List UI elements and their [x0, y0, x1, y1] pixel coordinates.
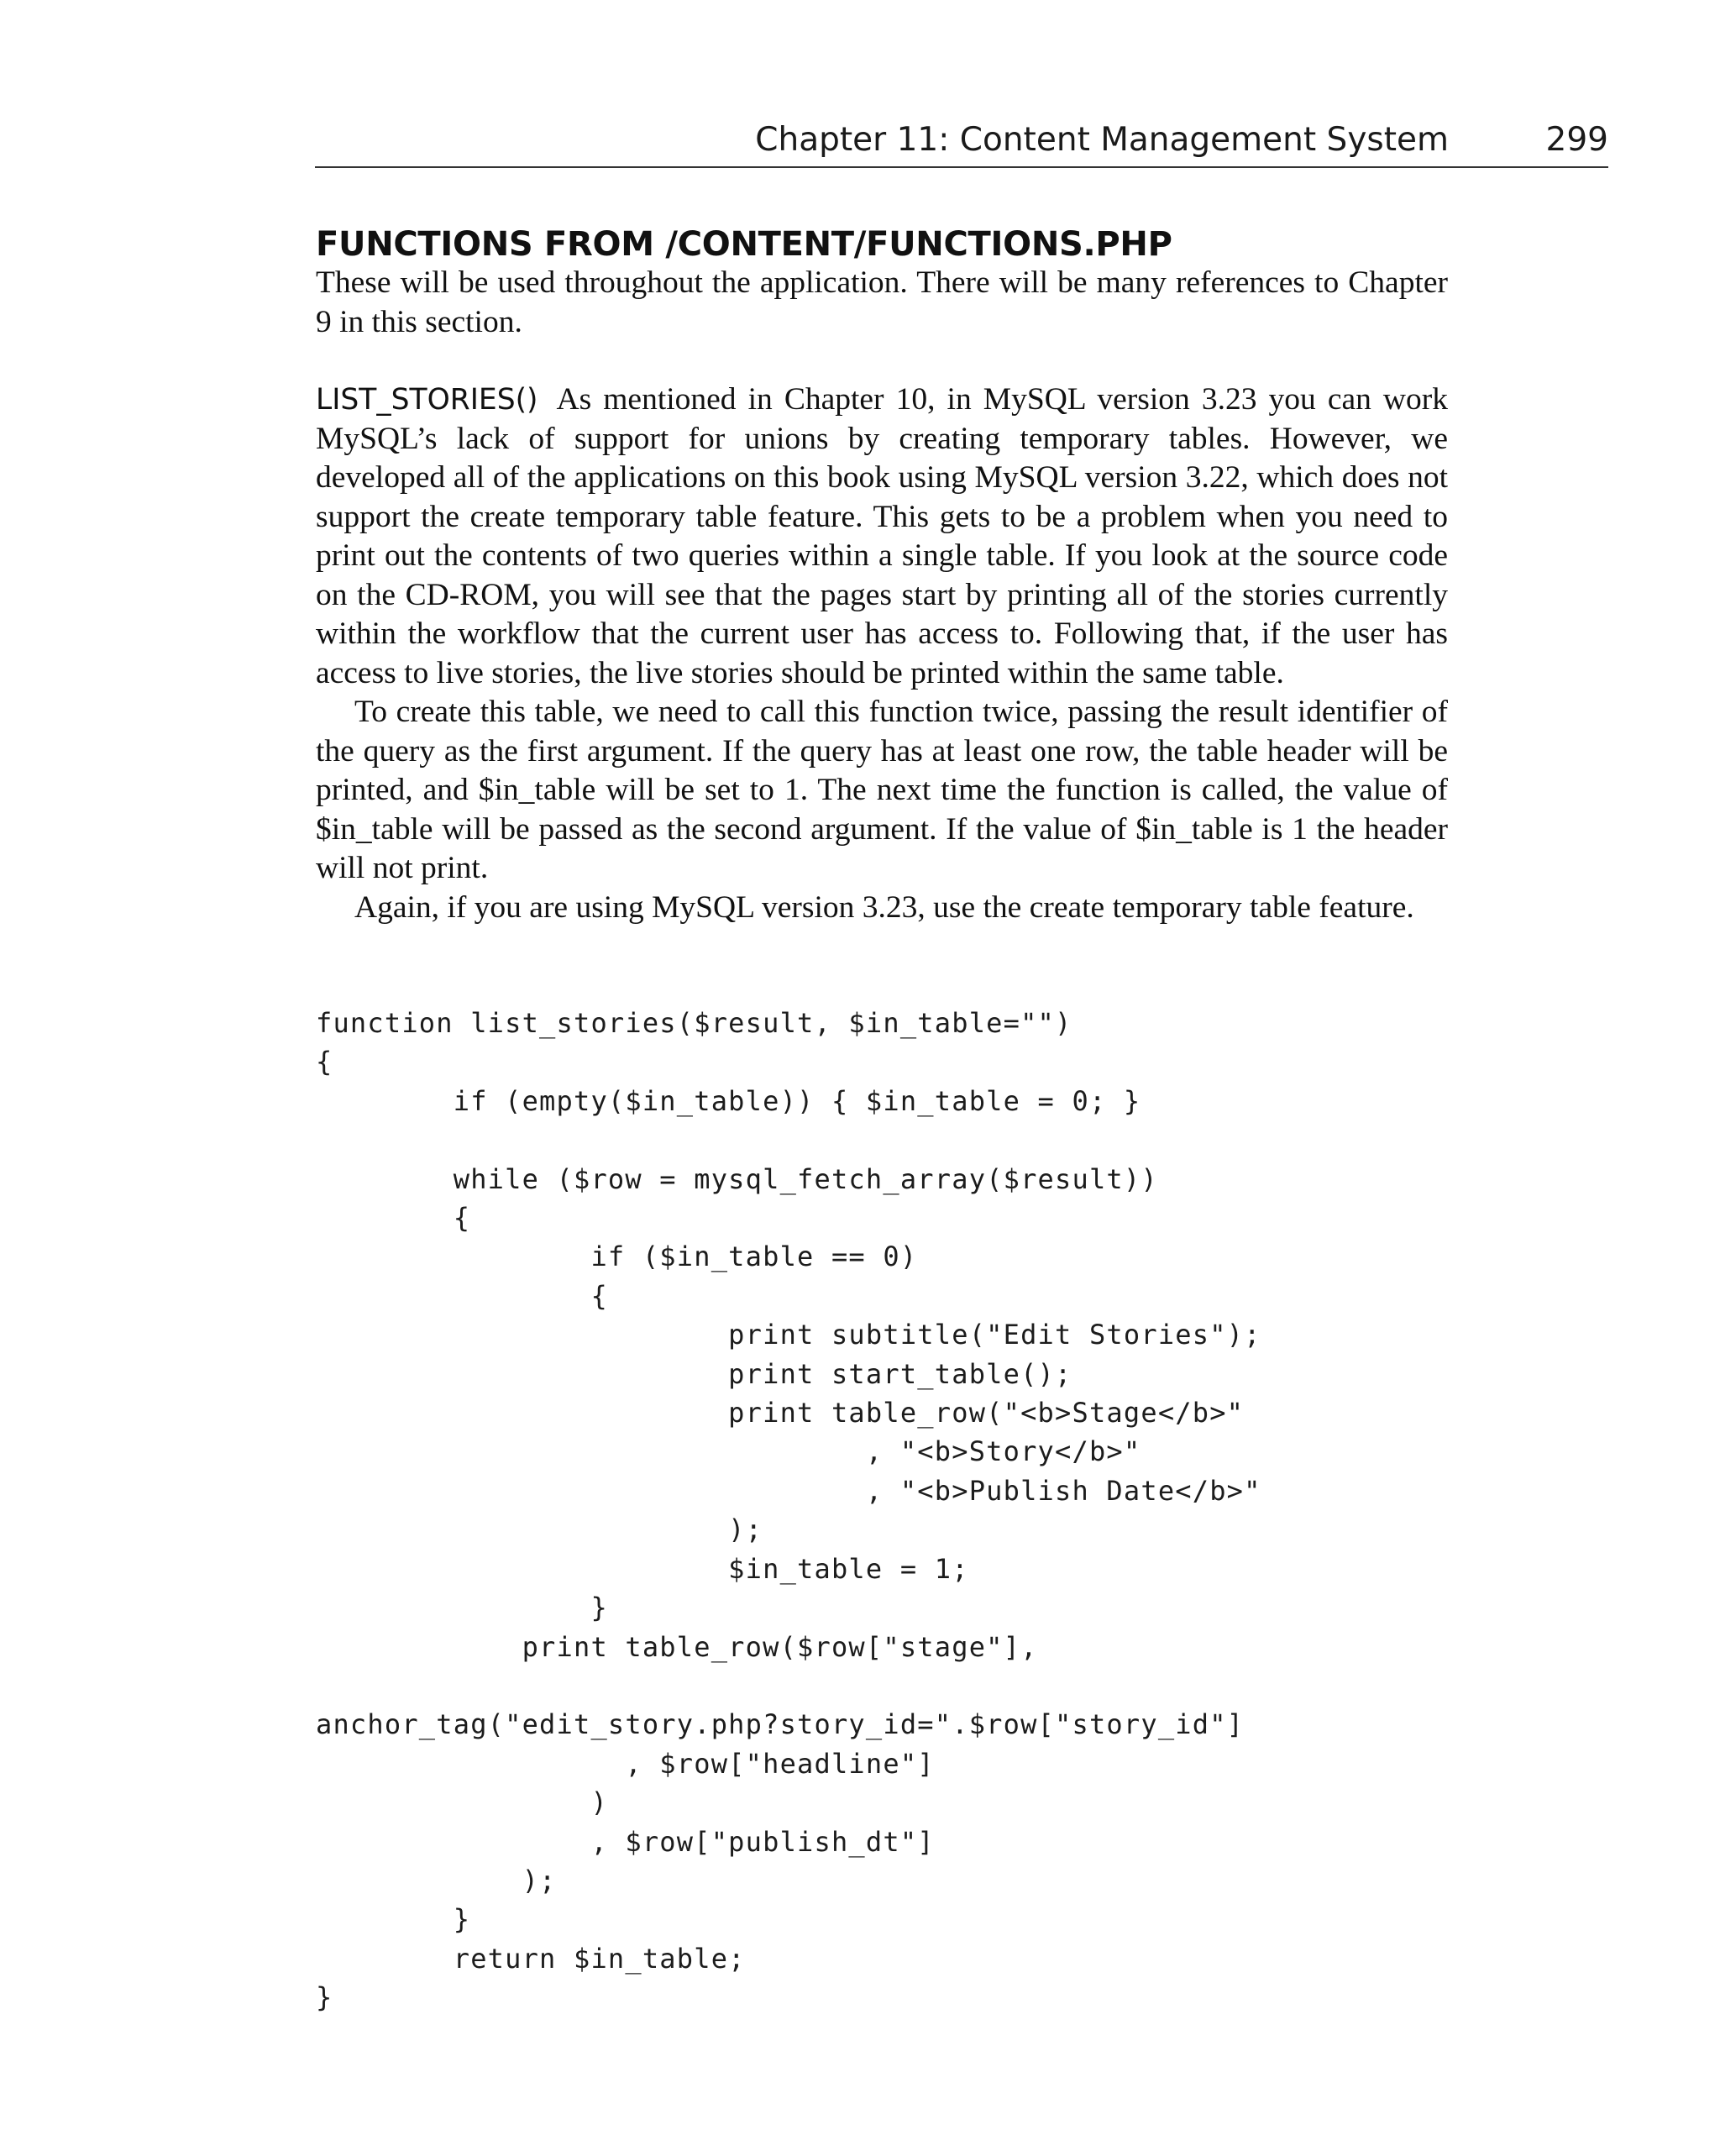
- chapter-title: Chapter 11: Content Management System: [755, 121, 1449, 159]
- mysql-note-paragraph: Again, if you are using MySQL version 3.23, use the create temporary table feature.: [354, 889, 1414, 925]
- code-listing: function list_stories($result, $in_table="") { if (empty($in_table)) { $in_table = 0; } while ($row = mysql_fetch_array($result)) { if ($in_table == 0) { print subtitle("Edit Stories"); print start_table(); print table_row("<b>Stage</b>" , "<b>Story</b>" , "<b>Publish Date</b>" ); $in_table = 1; } print table_row($row["stage"], anchor_tag("edit_story.php?story_id=".$row["story_id"] , $row["headline"] ) , $row["publish_dt"] ); } return $in_table; }: [316, 1007, 1261, 2014]
- table-creation-paragraph: To create this table, we need to call this function twice, passing the result identifier of the query as the first argument. If the query has at least one row, the table header will be printed, and $in_table will be set to 1. The next time the function is called, the value of $in_table will be passed as the second argument. If the value of $in_table is 1 the header will not print.: [316, 695, 1448, 885]
- running-header: [315, 118, 1608, 168]
- paragraph-text: As mentioned in Chapter 10, in MySQL version 3.23 you can work MySQL’s lack of support for unions by creating temporary tables. However, we developed all of the applications on this book using MySQL version 3.22, which does not support the create temporary table feature. This gets to be a problem when you need to print out the contents of two queries within a single table. If you look at the source code on the CD-ROM, you will see that the pages start by printing all of the stories currently within the workflow that the current user has access to. Following that, if the user has access to live stories, the live stories should be printed within the same table.: [316, 382, 1448, 690]
- list-stories-paragraph: [316, 380, 1448, 693]
- section-heading: FUNCTIONS FROM /CONTENT/FUNCTIONS.PHP: [316, 225, 1172, 264]
- runin-heading: LIST_STORIES(): [316, 383, 538, 417]
- paragraph-spacer: [316, 342, 1448, 380]
- section-content: [316, 225, 1448, 927]
- intro-paragraph: These will be used throughout the application. There will be many references to Chapter 9 in this section.: [316, 265, 1448, 339]
- page-number: 299: [1545, 121, 1608, 159]
